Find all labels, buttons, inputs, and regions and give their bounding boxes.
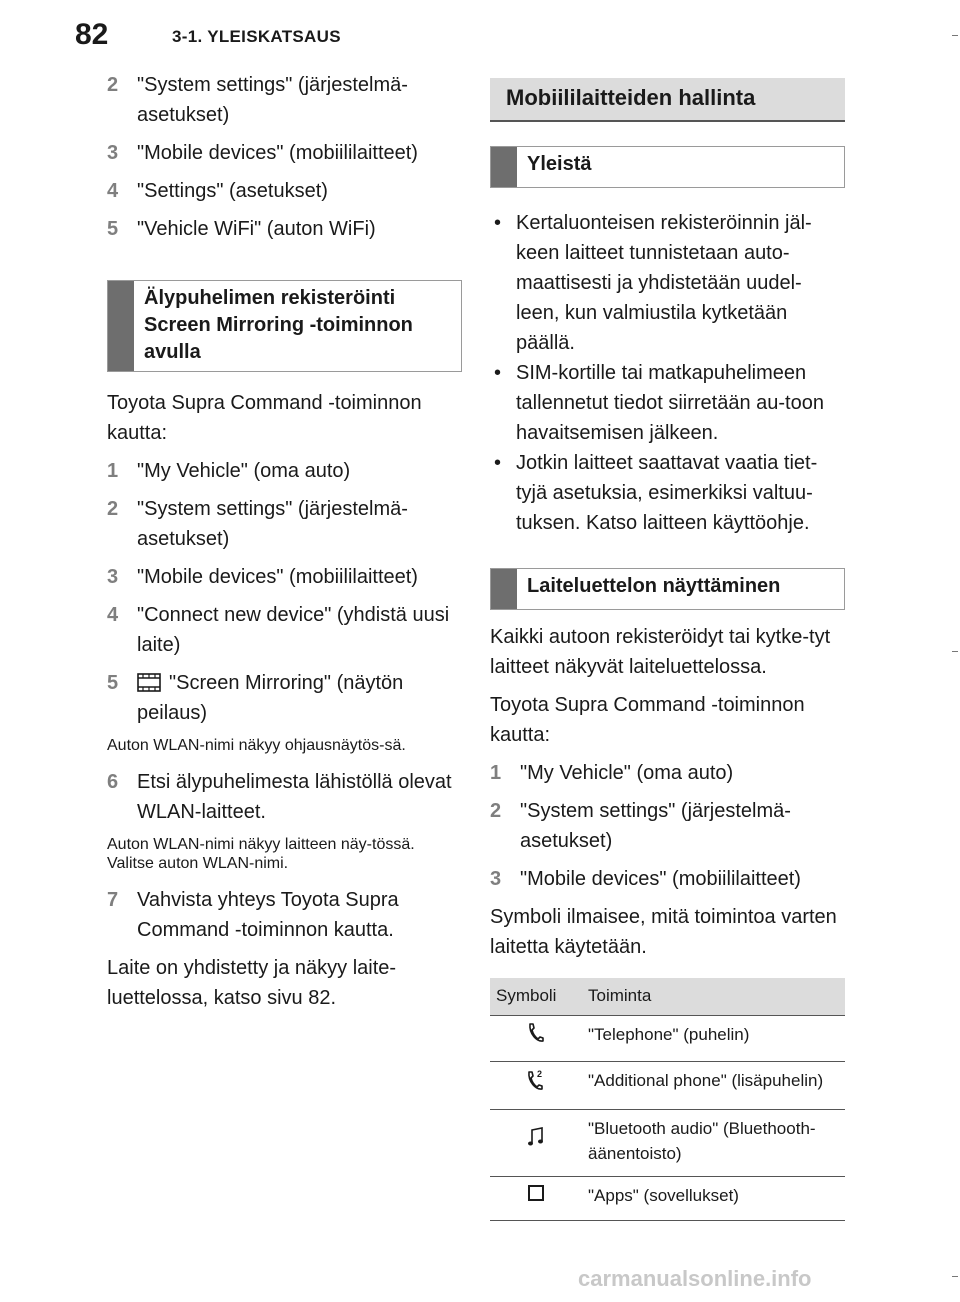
step-number: 3	[490, 868, 502, 890]
step-text	[137, 668, 462, 728]
function-cell: "Additional phone" (lisäpuhelin)	[582, 1061, 845, 1109]
step-text: "System settings" (järjestelmä-asetukset)	[520, 800, 791, 852]
step	[490, 758, 845, 788]
symbol-cell	[490, 1109, 582, 1176]
step-text: "Mobile devices" (mobiililaitteet)	[137, 142, 418, 164]
section-title: Laiteluettelon näyttäminen	[527, 575, 781, 597]
chapter-title: 3-1. YLEISKATSAUS	[172, 27, 341, 46]
function-cell: "Bluetooth audio" (Bluethooth-äänentoisto)	[582, 1109, 845, 1176]
section-title-line: Älypuhelimen rekisteröinti	[144, 287, 396, 309]
right-column	[490, 78, 845, 1221]
screen-mirroring-icon	[137, 673, 161, 692]
section-bar	[491, 147, 517, 187]
step-text: "Connect new device" (yhdistä uusi laite)	[137, 604, 450, 656]
body-text: Kaikki autoon rekisteröidyt tai kytke-tyt laitteet näkyvät laiteluettelossa.	[490, 626, 831, 678]
main-heading: Mobiililaitteiden hallinta	[490, 78, 845, 122]
section-bar	[108, 281, 134, 371]
step	[490, 796, 845, 856]
step-text: "Vehicle WiFi" (auton WiFi)	[137, 218, 376, 240]
apps-square-icon	[527, 1184, 545, 1202]
step-number: 4	[107, 180, 119, 202]
step	[107, 494, 462, 554]
step	[107, 176, 462, 206]
symbol-cell	[490, 1015, 582, 1061]
step	[107, 456, 462, 486]
table-header-row	[490, 978, 845, 1015]
step-number: 5	[107, 218, 119, 240]
table-row	[490, 1109, 845, 1176]
step	[107, 138, 462, 168]
bullet-text: Kertaluonteisen rekisteröinnin jäl-keen laitteet tunnistetaan auto-maattisesti ja yhdistetään uudel-leen, kun valmiustila kytketään päällä.	[516, 212, 812, 354]
step	[107, 668, 462, 728]
body-text: Symboli ilmaisee, mitä toimintoa varten laitetta käytetään.	[490, 906, 837, 958]
step	[107, 70, 462, 130]
step-number: 1	[490, 762, 502, 784]
step	[107, 767, 462, 827]
step-number: 2	[107, 498, 119, 520]
step-number: 4	[107, 604, 119, 626]
column-header-symbol: Symboli	[490, 978, 582, 1015]
telephone-icon	[527, 1022, 545, 1044]
note-text: Auton WLAN-nimi näkyy ohjausnäytös-sä.	[107, 737, 406, 754]
additional-phone-icon	[526, 1068, 546, 1092]
step-text: "System settings" (järjestelmä-asetukset)	[137, 74, 408, 126]
step-text: Etsi älypuhelimesta lähistöllä olevat WLAN-laitteet.	[137, 771, 452, 823]
crop-mark	[952, 1276, 958, 1277]
left-column	[107, 70, 462, 1021]
section-box-screen-mirroring	[107, 280, 462, 372]
step	[107, 600, 462, 660]
table-row	[490, 1015, 845, 1061]
step-number: 6	[107, 771, 119, 793]
step	[107, 562, 462, 592]
step-number: 7	[107, 889, 119, 911]
section-box-device-list	[490, 568, 845, 610]
bullet-dot: •	[494, 452, 502, 474]
step-number: 2	[107, 74, 119, 96]
symbol-cell	[490, 1176, 582, 1220]
bullet-dot: •	[494, 212, 502, 234]
step-text: "Settings" (asetukset)	[137, 180, 328, 202]
step-text: Vahvista yhteys Toyota Supra Command -toiminnon kautta.	[137, 889, 399, 941]
step-text: "Mobile devices" (mobiililaitteet)	[520, 868, 801, 890]
bullet-text: Jotkin laitteet saattavat vaatia tiet-tyjä asetuksia, esimerkiksi valtuu-tuksen. Katso laitteen käyttöohje.	[516, 452, 818, 534]
crop-mark	[952, 651, 958, 652]
symbol-cell	[490, 1061, 582, 1109]
function-cell: "Telephone" (puhelin)	[582, 1015, 845, 1061]
step-text: "Mobile devices" (mobiililaitteet)	[137, 566, 418, 588]
function-cell: "Apps" (sovellukset)	[582, 1176, 845, 1220]
section-title-line: avulla	[144, 341, 201, 363]
section-title	[134, 281, 423, 371]
bullet-dot: •	[494, 362, 502, 384]
bullet-item	[490, 448, 845, 538]
intro-text: Toyota Supra Command -toiminnon kautta:	[107, 392, 422, 444]
section-title: Yleistä	[527, 153, 592, 175]
music-note-icon	[527, 1126, 545, 1148]
closing-text: Laite on yhdistetty ja näkyy laite-luettelossa, katso sivu 82.	[107, 957, 397, 1009]
bullet-item	[490, 208, 845, 358]
note-text: Auton WLAN-nimi näkyy laitteen näy-tössä. Valitse auton WLAN-nimi.	[107, 836, 415, 872]
crop-mark	[952, 35, 958, 36]
step-number: 3	[107, 142, 119, 164]
step	[490, 864, 845, 894]
intro-text: Toyota Supra Command -toiminnon kautta:	[490, 694, 805, 746]
step-number: 3	[107, 566, 119, 588]
section-title-line: Screen Mirroring -toiminnon	[144, 314, 413, 336]
step	[107, 214, 462, 244]
step	[107, 885, 462, 945]
step-text: "System settings" (järjestelmä-asetukset)	[137, 498, 408, 550]
section-box-general	[490, 146, 845, 188]
symbol-table	[490, 978, 845, 1221]
section-bar	[491, 569, 517, 609]
step-text: "My Vehicle" (oma auto)	[137, 460, 351, 482]
bullet-text: SIM-kortille tai matkapuhelimeen tallennetut tiedot siirretään au-toon havaitsemisen jälkeen.	[516, 362, 824, 444]
table-row	[490, 1176, 845, 1220]
bullet-item	[490, 358, 845, 448]
svg-text:2: 2	[537, 1068, 543, 1079]
table-row	[490, 1061, 845, 1109]
step-number: 1	[107, 460, 119, 482]
step-text-content: "Screen Mirroring" (näytön peilaus)	[137, 672, 404, 724]
step-number: 5	[107, 672, 119, 694]
step-number: 2	[490, 800, 502, 822]
step-text: "My Vehicle" (oma auto)	[520, 762, 734, 784]
watermark: carmanualsonline.info	[578, 1266, 812, 1291]
column-header-function: Toiminta	[582, 978, 845, 1015]
page-number: 82	[75, 18, 109, 51]
